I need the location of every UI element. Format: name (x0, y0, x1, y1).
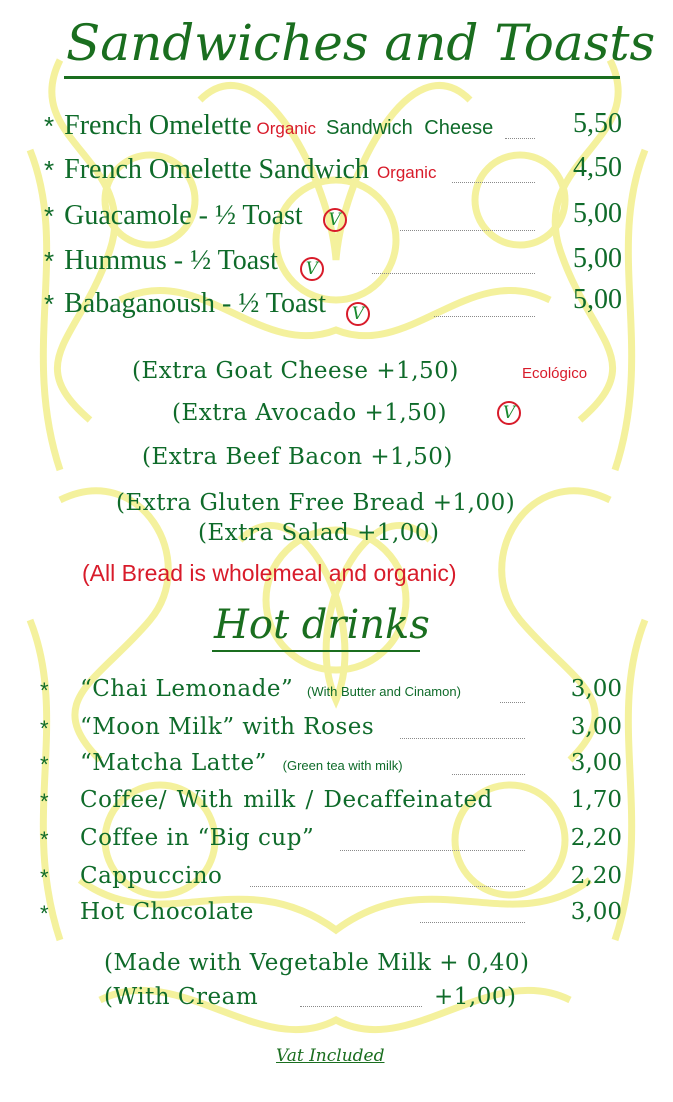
dotted-leader (452, 182, 535, 183)
title-underline (64, 76, 620, 79)
extra-gluten-free: (Extra Gluten Free Bread +1,00) (116, 490, 516, 516)
extra-goat-cheese: (Extra Goat Cheese +1,50) (132, 358, 459, 384)
section-title-sandwiches: Sandwiches and Toasts (66, 14, 656, 72)
item-name: Babaganoush - ½ Toast (64, 288, 327, 319)
item-name: “Chai Lemonade” (80, 676, 294, 702)
item-name: “Moon Milk” with Roses (80, 714, 375, 740)
ecologico-tag: Ecológico (522, 365, 588, 382)
item-bullet: * (40, 827, 49, 852)
extra-beef-bacon: (Extra Beef Bacon +1,50) (142, 444, 453, 470)
item-price: 3,00 (570, 750, 622, 776)
item-price: 5,00 (573, 284, 622, 315)
dotted-leader (505, 138, 535, 139)
item-name: Coffee in “Big cup” (80, 825, 315, 851)
organic-tag: Organic (256, 119, 317, 138)
item-suffix: Sandwich Cheese (326, 117, 494, 139)
dotted-leader (400, 738, 525, 739)
item-bullet: * (40, 865, 49, 890)
item-bullet: * (44, 111, 55, 141)
item-name: Guacamole - ½ Toast (64, 200, 303, 231)
dotted-leader (500, 702, 525, 703)
item-bullet: * (40, 901, 49, 926)
item-price: 2,20 (570, 863, 622, 889)
item-bullet: * (44, 289, 55, 319)
dotted-leader (372, 273, 535, 274)
title-underline (212, 650, 420, 652)
extra-avocado: (Extra Avocado +1,50) (172, 400, 447, 426)
section-title-hot-drinks: Hot drinks (214, 602, 430, 648)
dotted-leader (420, 922, 525, 923)
item-price: 5,50 (573, 108, 622, 139)
item-price: 3,00 (570, 714, 622, 740)
dotted-leader (400, 230, 535, 231)
item-name: Cappuccino (80, 863, 223, 889)
vegan-icon: V (346, 302, 370, 326)
vegan-icon: V (323, 208, 347, 232)
item-name: French Omelette (64, 110, 252, 141)
drink-item (80, 750, 403, 776)
item-name: French Omelette Sandwich (64, 154, 369, 185)
extra-vegetable-milk: (Made with Vegetable Milk + 0,40) (104, 950, 530, 976)
vegan-icon: V (497, 401, 521, 425)
item-note: (Green tea with milk) (282, 758, 403, 773)
item-bullet: * (40, 716, 49, 741)
item-price: 1,70 (570, 787, 622, 813)
item-price: 5,00 (573, 243, 622, 274)
item-name: Hummus - ½ Toast (64, 245, 278, 276)
extra-cream-price: +1,00) (434, 984, 517, 1010)
dotted-leader (300, 1006, 422, 1007)
menu-item (44, 286, 370, 324)
vat-note: Vat Included (276, 1046, 385, 1066)
item-bullet: * (44, 201, 55, 231)
item-note: (With Butter and Cinamon) (307, 684, 461, 699)
item-price: 2,20 (570, 825, 622, 851)
dotted-leader (452, 774, 525, 775)
extra-cream-label: (With Cream (104, 984, 259, 1010)
menu-item (44, 108, 493, 142)
dotted-leader (434, 316, 535, 317)
organic-tag: Organic (376, 163, 437, 182)
menu-item (44, 198, 347, 232)
item-bullet: * (44, 246, 55, 276)
item-price: 5,00 (573, 198, 622, 229)
item-bullet: * (40, 752, 49, 777)
dotted-leader (250, 886, 525, 887)
item-name: Hot Chocolate (80, 899, 254, 925)
item-price: 3,00 (570, 899, 622, 925)
item-name: “Matcha Latte” (80, 750, 267, 776)
item-price: 4,50 (573, 152, 622, 183)
bread-note: (All Bread is wholemeal and organic) (82, 560, 457, 586)
item-bullet: * (40, 678, 49, 703)
extra-salad: (Extra Salad +1,00) (198, 520, 440, 546)
menu-item (44, 152, 436, 186)
menu-item (44, 243, 324, 277)
item-bullet: * (40, 789, 49, 814)
item-bullet: * (44, 155, 55, 185)
vegan-icon: V (300, 257, 324, 281)
item-name: Coffee/ With milk / Decaffeinated (80, 787, 493, 813)
item-price: 3,00 (570, 676, 622, 702)
drink-item (80, 676, 461, 702)
dotted-leader (340, 850, 525, 851)
